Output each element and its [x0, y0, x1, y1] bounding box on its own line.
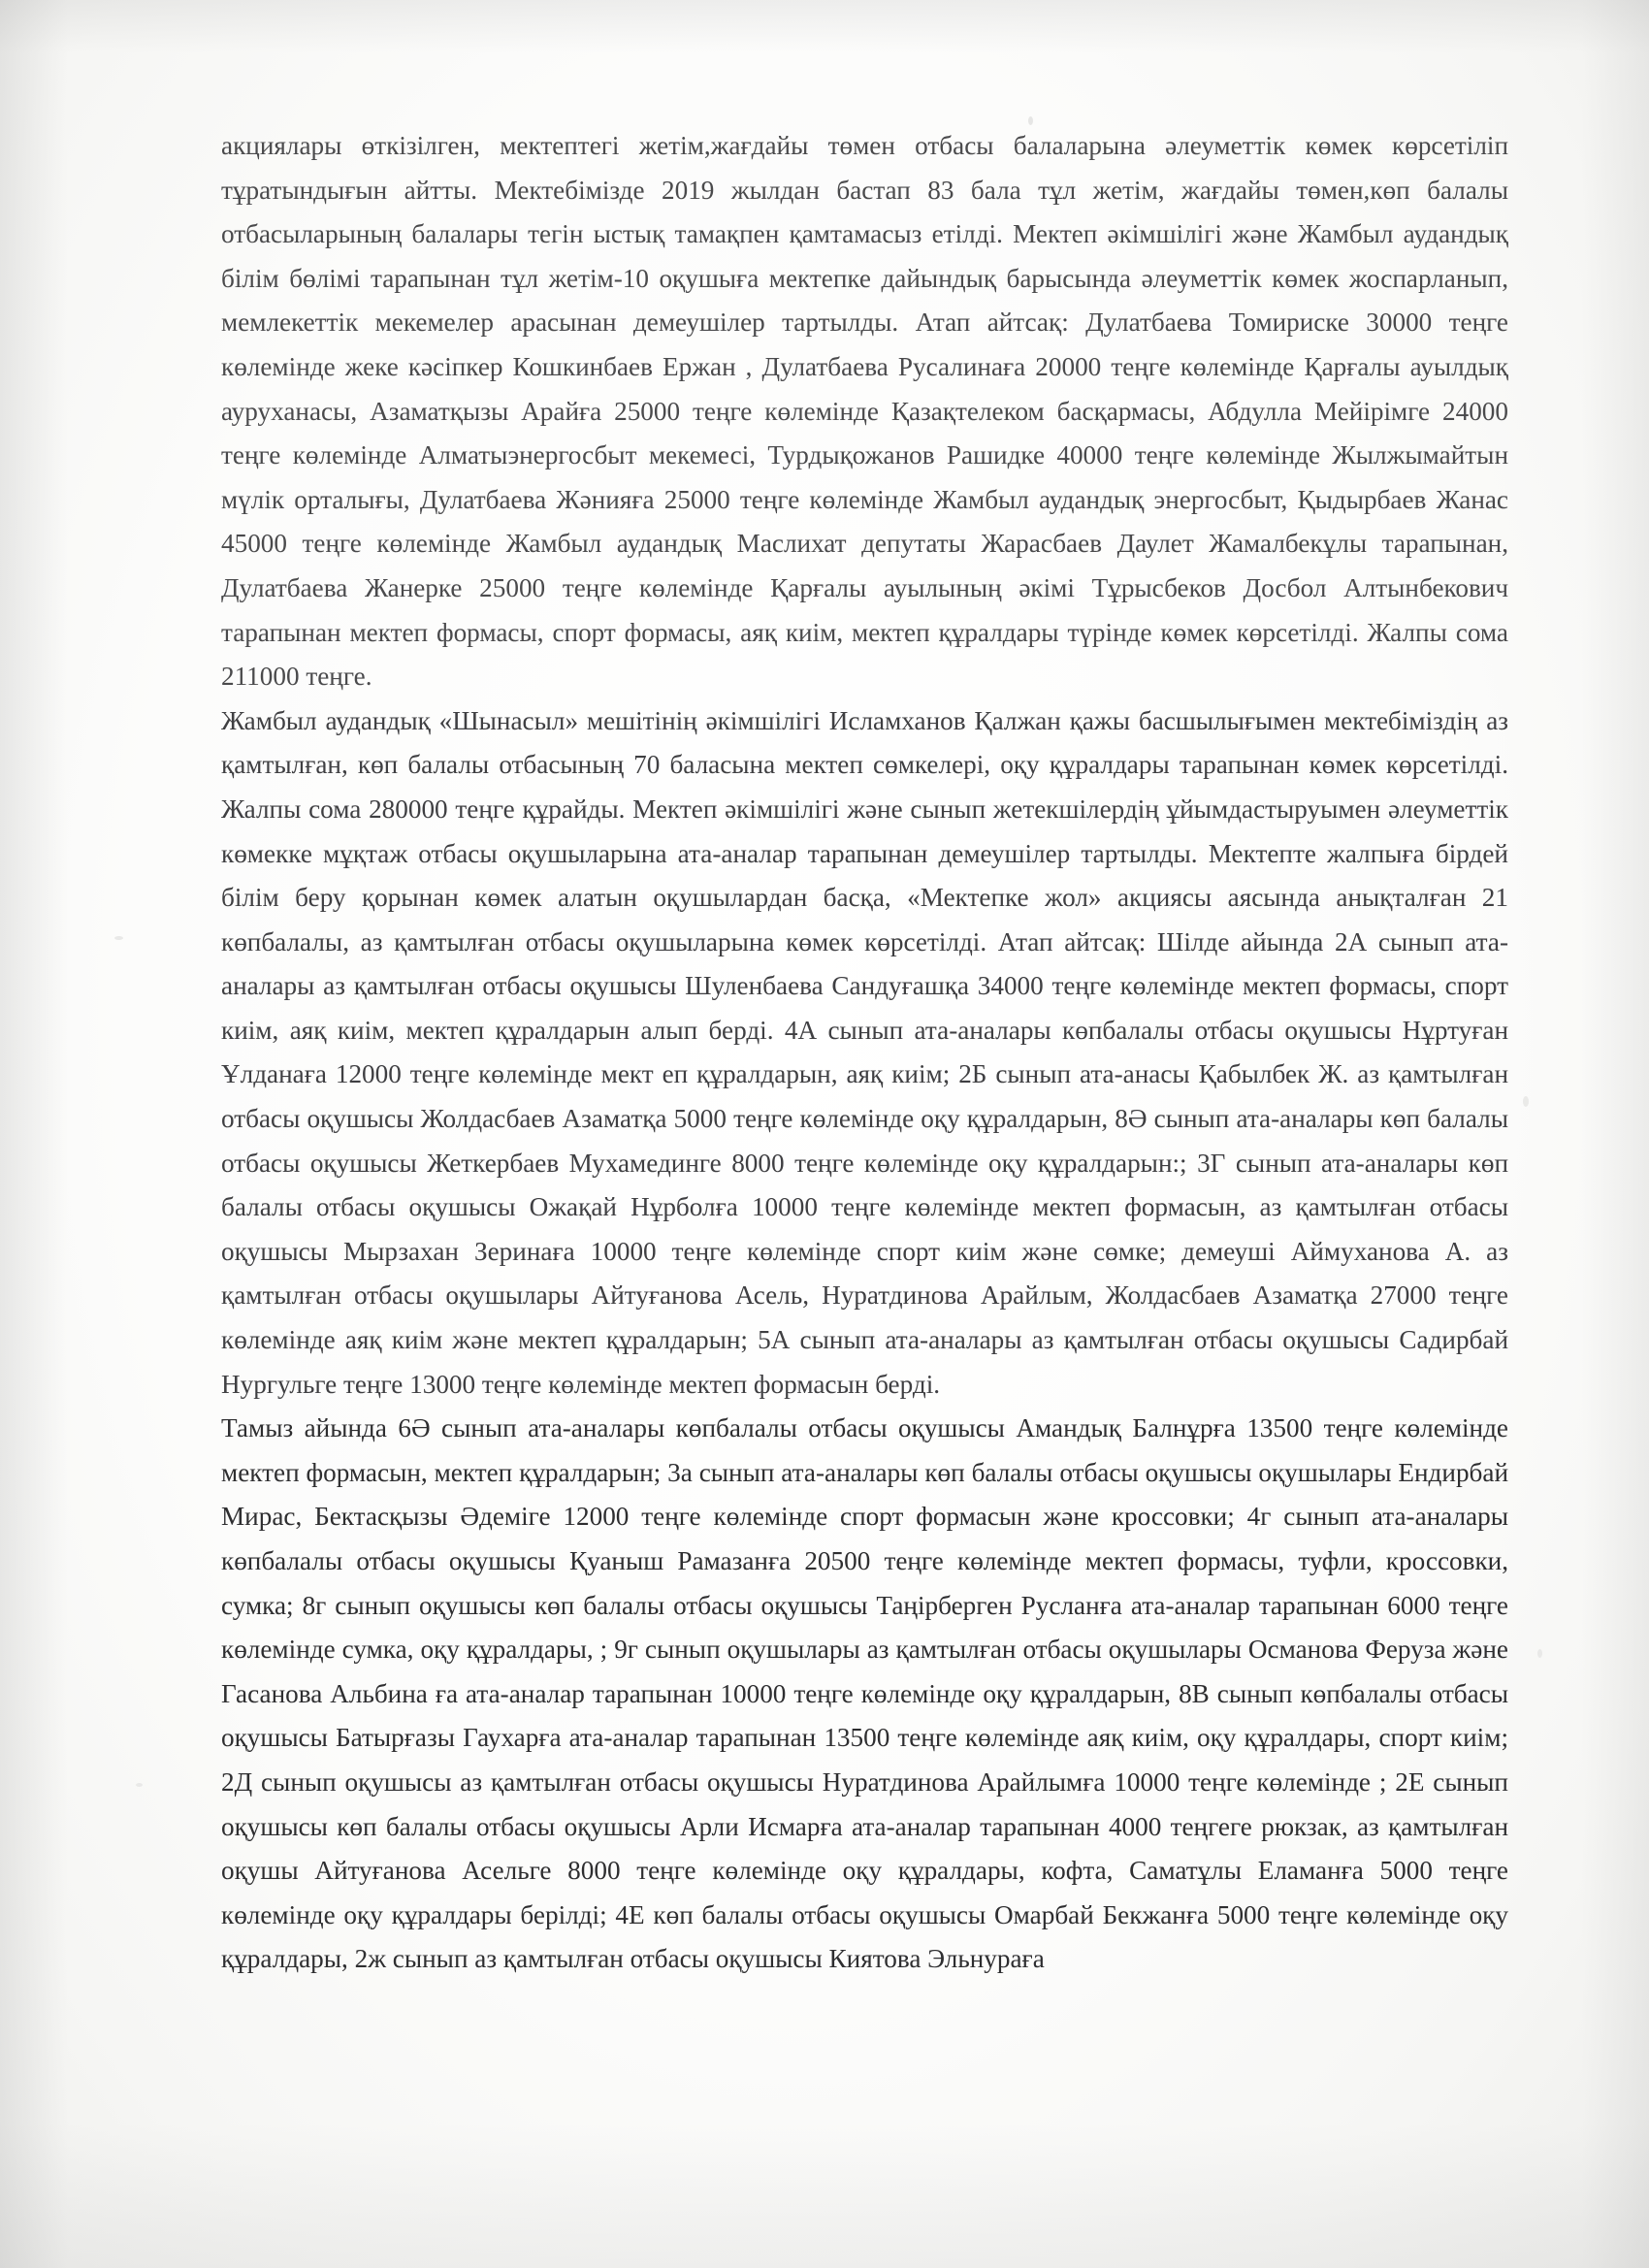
- document-text-body: [221, 124, 1508, 1982]
- scan-speckle: [1523, 1096, 1529, 1107]
- paragraph-intro-state-sponsors: акциялары өткізілген, мектептегі жетім,жағдайы төмен отбасы балаларына әлеуметтік көмек көрсетіліп тұратындығын айтты. Мектебімізде 2019 жылдан бастап 83 бала тұл жетім, жағдайы төмен,көп балалы отбасыларының балалары тегін ыстық тамақпен қамтамасыз етілді. Мектеп әкімшілігі және Жамбыл аудандық білім бөлімі тарапынан тұл жетім-10 оқушыға мектепке дайындық барысында әлеуметтік көмек жоспарланып, мемлекеттік мекемелер арасынан демеушілер тартылды. Атап айтсақ: Дулатбаева Томириске 30000 теңге көлемінде жеке кәсіпкер Кошкинбаев Ержан , Дулатбаева Русалинаға 20000 теңге көлемінде Қарғалы ауылдық ауруханасы, Азаматқызы Арайға 25000 теңге көлемінде Қазақтелеком басқармасы, Абдулла Мейірімге 24000 теңге көлемінде Алматыэнергосбыт мекемесі, Турдықожанов Рашидке 40000 теңге көлемінде Жылжымайтын мүлік орталығы, Дулатбаева Жәнияға 25000 теңге көлемінде Жамбыл аудандық энергосбыт, Қыдырбаев Жанас 45000 теңге көлемінде Жамбыл аудандық Маслихат депутаты Жарасбаев Даулет Жамалбекұлы тарапынан, Дулатбаева Жанерке 25000 теңге көлемінде Қарғалы ауылының әкімі Тұрысбеков Досбол Алтынбекович тарапынан мектеп формасы, спорт формасы, аяқ киім, мектеп құралдары түрінде көмек көрсетілді. Жалпы сома 211000 теңге.: [221, 131, 1508, 692]
- paragraph-mosque-and-parents-aid: Жамбыл аудандық «Шынасыл» мешітінің әкімшілігі Исламханов Қалжан қажы басшылығымен мектебіміздің аз қамтылған, көп балалы отбасының 70 баласына мектеп сөмкелері, оқу құралдары тарапынан көмек көрсетілді. Жалпы сома 280000 теңге құрайды. Мектеп әкімшілігі және сынып жетекшілердің ұйымдастыруымен әлеуметтік көмекке мұқтаж отбасы оқушыларына ата-аналар тарапынан демеушілер тартылды. Мектепте жалпыға бірдей білім беру қорынан көмек алатын оқушылардан басқа, «Мектепке жол» акциясы аясында анықталған 21 көпбалалы, аз қамтылған отбасы оқушыларына көмек көрсетілді. Атап айтсақ: Шілде айында 2А сынып ата-аналары аз қамтылған отбасы оқушысы Шуленбаева Сандуғашқа 34000 теңге көлемінде мектеп формасы, спорт киім, аяқ киім, мектеп құралдарын алып берді. 4А сынып ата-аналары көпбалалы отбасы оқушысы Нұртуған Ұлданаға 12000 теңге көлемінде мект еп құралдарын, аяқ киім; 2Б сынып ата-анасы Қабылбек Ж. аз қамтылған отбасы оқушысы Жолдасбаев Азаматқа 5000 теңге көлемінде оқу құралдарын, 8Ә сынып ата-аналары көп балалы отбасы оқушысы Жеткербаев Мухамединге 8000 теңге көлемінде оқу құралдарын:; 3Г сынып ата-аналары көп балалы отбасы оқушысы Ожақай Нұрболға 10000 теңге көлемінде мектеп формасын, аз қамтылған отбасы оқушысы Мырзахан Зеринаға 10000 теңге көлемінде спорт киім және сөмке; демеуші Аймуханова А. аз қамтылған отбасы оқушылары Айтуғанова Асель, Нуратдинова Арайлым, Жолдасбаев Азаматқа 27000 теңге көлемінде аяқ киім және мектеп құралдарын; 5А сынып ата-аналары аз қамтылған отбасы оқушысы Садирбай Нургульге теңге 13000 теңге көлемінде мектеп формасын берді.: [221, 705, 1508, 1399]
- scan-speckle: [114, 936, 123, 940]
- scan-shadow-bottom: [0, 2122, 1649, 2268]
- paragraph-august-aid-list: Тамыз айында 6Ә сынып ата-аналары көпбалалы отбасы оқушысы Амандық Балнұрға 13500 теңге көлемінде мектеп формасын, мектеп құралдарын; 3а сынып ата-аналары көп балалы отбасы оқушысы оқушылары Ендирбай Мирас, Бектасқызы Әдеміге 12000 теңге көлемінде спорт формасын және кроссовки; 4г сынып ата-аналары көпбалалы отбасы оқушысы Қуаныш Рамазанға 20500 теңге көлемінде мектеп формасы, туфли, кроссовки, сумка; 8г сынып оқушысы көп балалы отбасы оқушысы Таңірберген Русланға ата-аналар тарапынан 6000 теңге көлемінде сумка, оқу құралдары, ; 9г сынып оқушылары аз қамтылған отбасы оқушылары Османова Феруза және Гасанова Альбина ға ата-аналар тарапынан 10000 теңге көлемінде оқу құралдарын, 8В сынып көпбалалы отбасы оқушысы Батырғазы Гаухарға ата-аналар тарапынан 13500 теңге көлемінде аяқ киім, оқу құралдары, спорт киім; 2Д сынып оқушысы аз қамтылған отбасы оқушысы Нуратдинова Арайлымға 10000 теңге көлемінде ; 2Е сынып оқушысы көп балалы отбасы оқушысы Арли Исмарға ата-аналар тарапынан 4000 теңгеге рюкзак, аз қамтылған оқушы Айтуғанова Асельге 8000 теңге көлемінде оқу құралдары, кофта, Саматұлы Еламанға 5000 теңге көлемінде оқу құралдары берілді; 4Е көп балалы отбасы оқушысы Омарбай Бекжанға 5000 теңге көлемінде оқу құралдары, 2ж сынып аз қамтылған отбасы оқушысы Киятова Эльнураға: [221, 1413, 1508, 1974]
- scan-speckle: [136, 1783, 143, 1787]
- scan-shadow-top: [0, 0, 1649, 53]
- scan-shadow-right: [1581, 0, 1649, 2268]
- scan-speckle: [1537, 1649, 1542, 1658]
- scan-shadow-left: [0, 0, 68, 2268]
